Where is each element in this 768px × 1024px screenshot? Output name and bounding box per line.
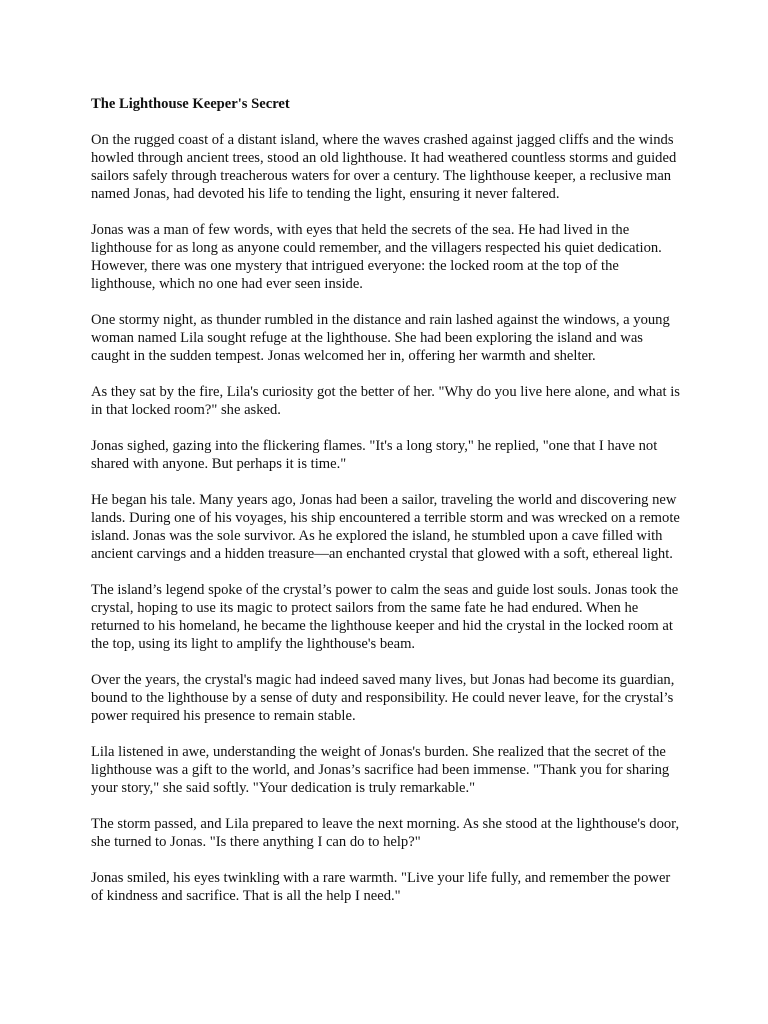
paragraph: Jonas sighed, gazing into the flickering flames. "It's a long story," he replied, "one that I have not shared with anyone. But perhaps it is time." [91,438,658,472]
paragraph: The island’s legend spoke of the crystal’s power to calm the seas and guide lost souls. Jonas took the crystal, hoping to use its magic to protect sailors from the same fate he had endured. When he returned to his homeland, he became the lighthouse keeper and hid the crystal in the locked room at the top, using its light to amplify the lighthouse's beam. [91,582,679,652]
paragraph: As they sat by the fire, Lila's curiosity got the better of her. "Why do you live here alone, and what is in that locked room?" she asked. [91,384,680,418]
document-page [91,95,681,923]
document-title: The Lighthouse Keeper's Secret [91,96,290,112]
paragraph: He began his tale. Many years ago, Jonas had been a sailor, traveling the world and discovering new lands. During one of his voyages, his ship encountered a terrible storm and was wrecked on a remote island. Jonas was the sole survivor. As he explored the island, he stumbled upon a cave filled with ancient carvings and a hidden treasure—an enchanted crystal that glowed with a soft, ethereal light. [91,492,680,562]
paragraph: Lila listened in awe, understanding the weight of Jonas's burden. She realized that the secret of the lighthouse was a gift to the world, and Jonas’s sacrifice had been immense. "Thank you for sharing your story," she said softly. "Your dedication is truly remarkable." [91,744,670,796]
paragraph: Over the years, the crystal's magic had indeed saved many lives, but Jonas had become its guardian, bound to the lighthouse by a sense of duty and responsibility. He could never leave, for the crystal’s power required his presence to remain stable. [91,672,675,724]
paragraph: Jonas was a man of few words, with eyes that held the secrets of the sea. He had lived in the lighthouse for as long as anyone could remember, and the villagers respected his quiet dedication. However, there was one mystery that intrigued everyone: the locked room at the top of the lighthouse, which no one had ever seen inside. [91,222,662,292]
paragraph: Jonas smiled, his eyes twinkling with a rare warmth. "Live your life fully, and remember the power of kindness and sacrifice. That is all the help I need." [91,870,671,904]
paragraph: On the rugged coast of a distant island, where the waves crashed against jagged cliffs and the winds howled through ancient trees, stood an old lighthouse. It had weathered countless storms and guided sailors safely through treacherous waters for over a century. The lighthouse keeper, a reclusive man named Jonas, had devoted his life to tending the light, ensuring it never faltered. [91,132,677,202]
paragraph: One stormy night, as thunder rumbled in the distance and rain lashed against the windows, a young woman named Lila sought refuge at the lighthouse. She had been exploring the island and was caught in the sudden tempest. Jonas welcomed her in, offering her warmth and shelter. [91,312,670,364]
paragraph: The storm passed, and Lila prepared to leave the next morning. As she stood at the lighthouse's door, she turned to Jonas. "Is there anything I can do to help?" [91,816,680,850]
